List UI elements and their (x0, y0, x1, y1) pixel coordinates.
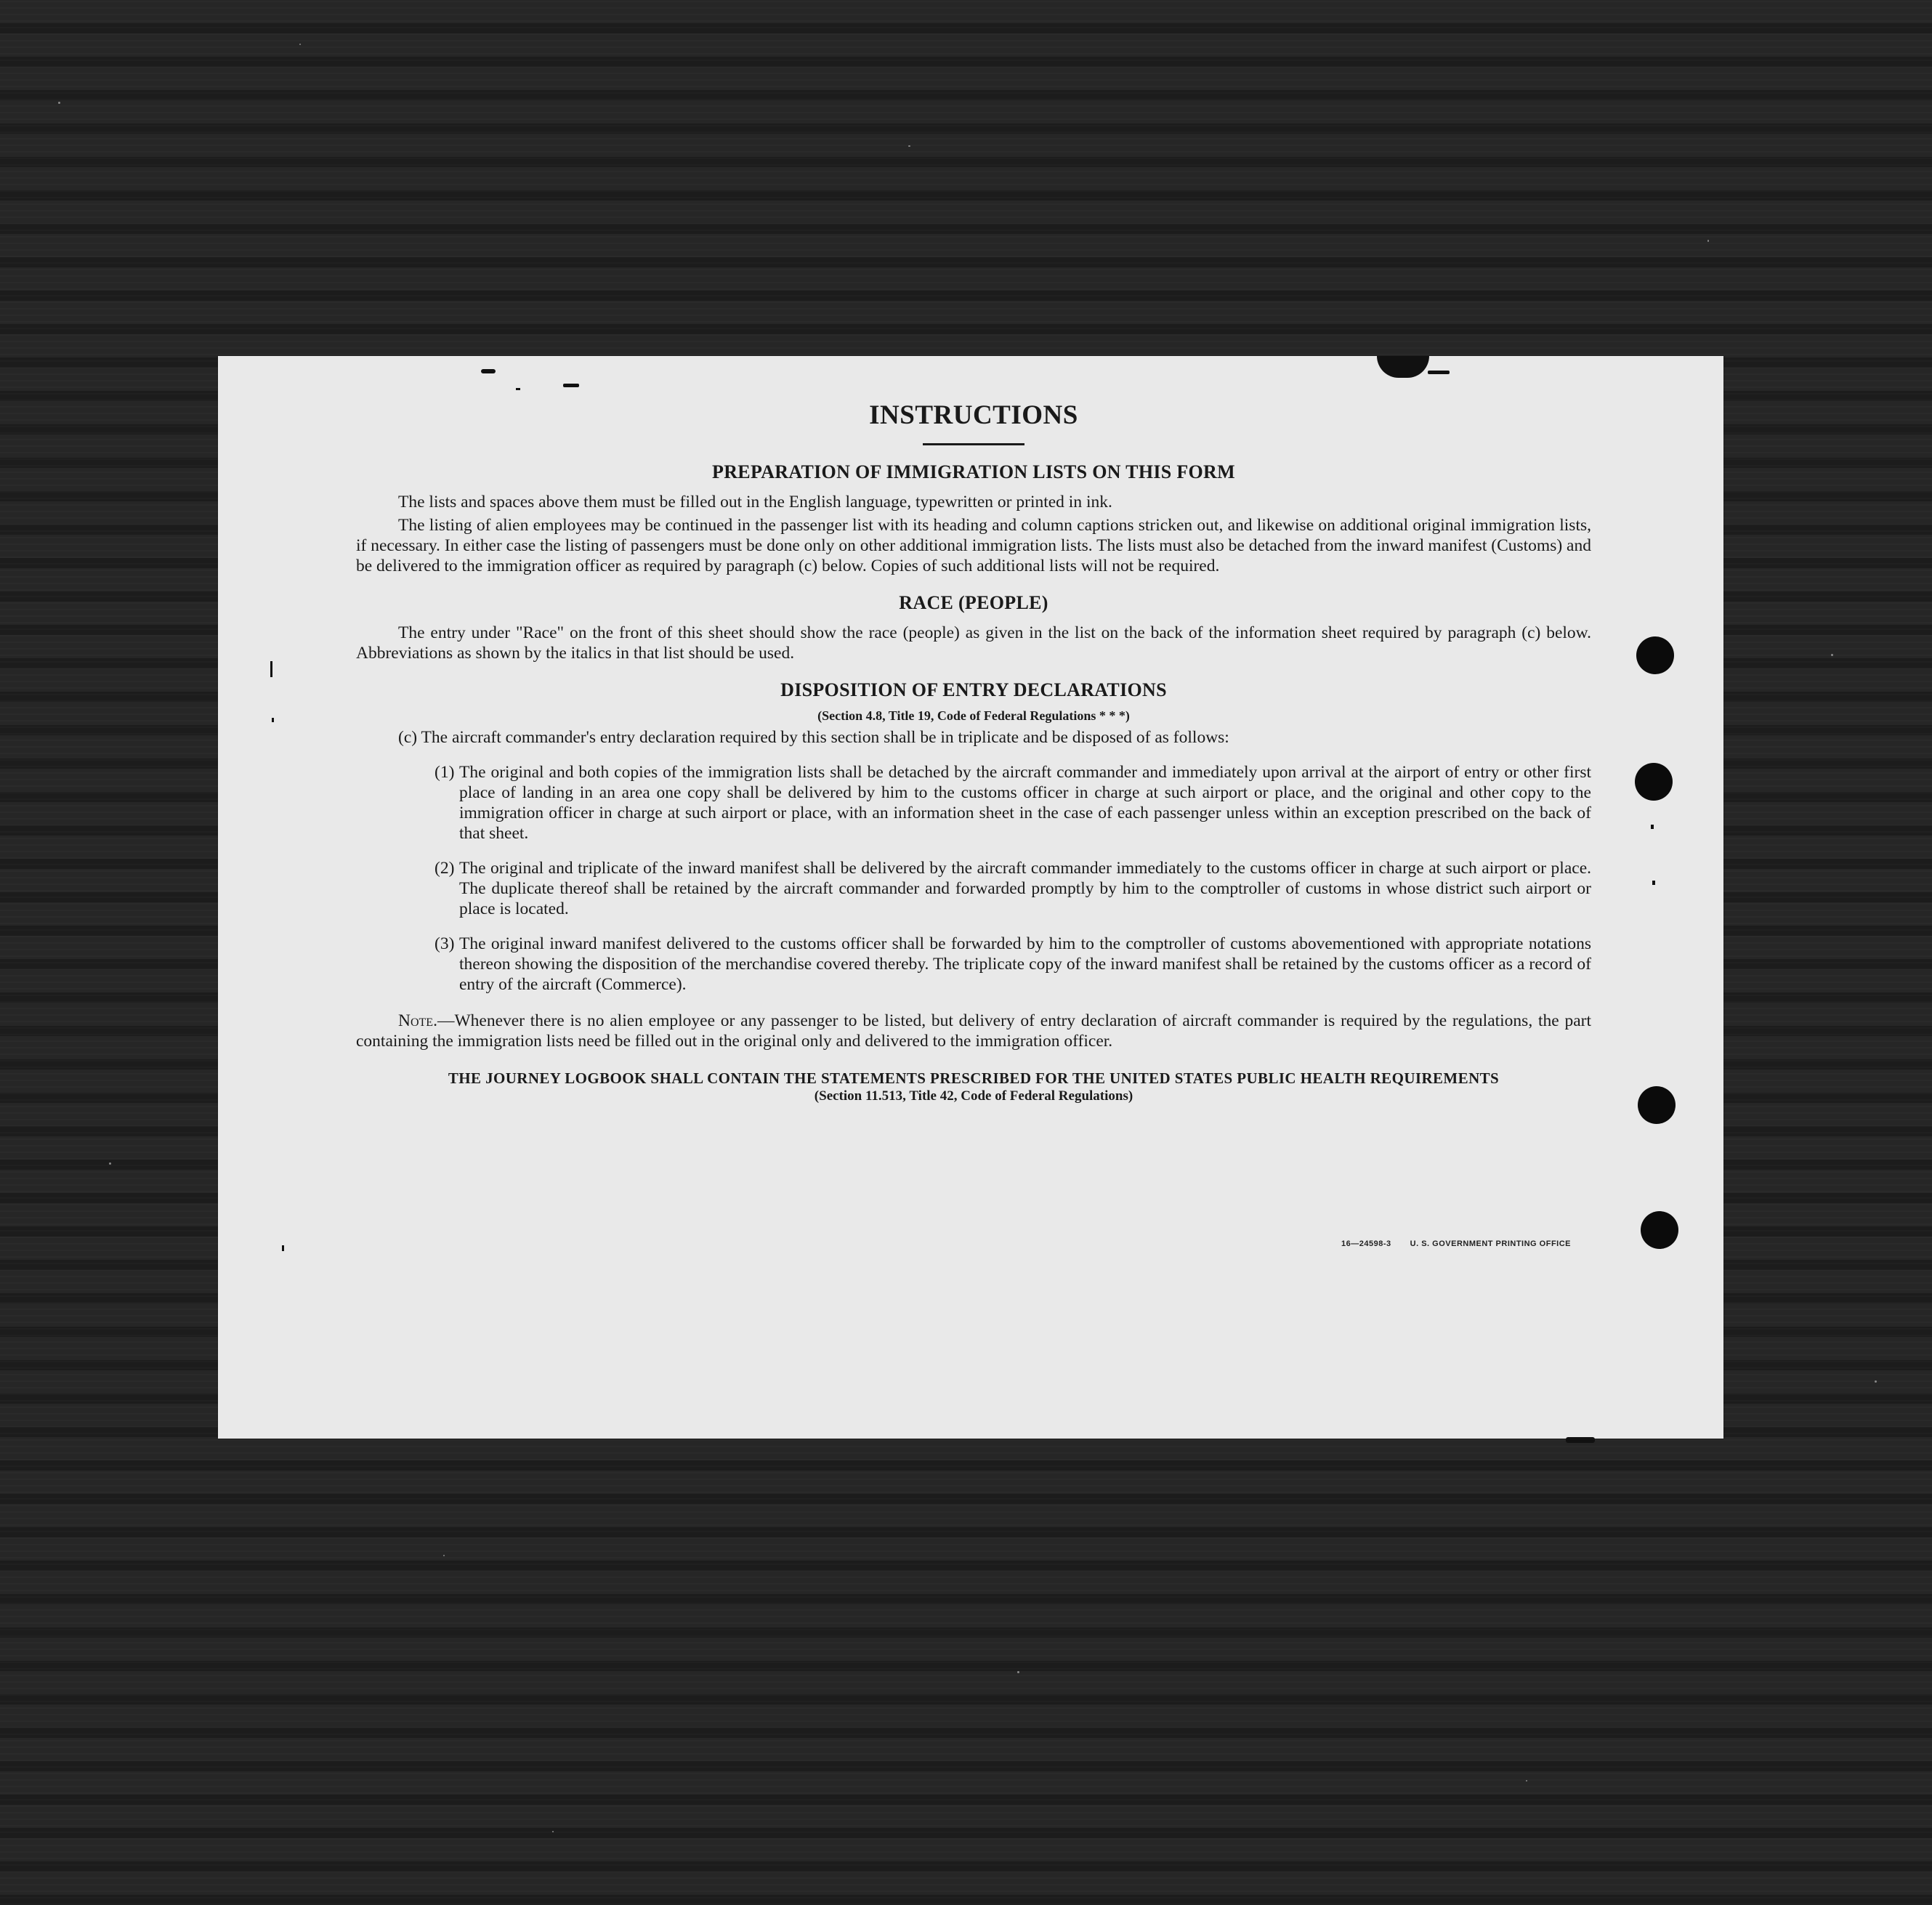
ink-mark (1566, 1437, 1595, 1443)
dust-speck (1831, 654, 1833, 656)
list-item (435, 858, 1591, 919)
item-text: The original and both copies of the immigration lists shall be detached by the aircraft commander and immediately upon arrival at the airport of entry or other first place of landing in an area one copy shall be delivered by him to the customs officer in charge at such airport or place, and the original and other copy to the immigration officer in charge at such airport or place, with an information sheet in the case of each passenger unless within an exception prescribed on the back of that sheet. (459, 763, 1591, 843)
dust-speck (1526, 1780, 1527, 1781)
section-heading-preparation: PREPARATION OF IMMIGRATION LISTS ON THIS FORM (712, 461, 1235, 482)
printer-imprint (1341, 1239, 1571, 1248)
list-item (435, 762, 1591, 844)
ink-mark (1652, 881, 1655, 885)
section-heading-race: RACE (PEOPLE) (899, 592, 1048, 613)
ink-mark (516, 388, 520, 390)
punch-hole (1638, 1086, 1676, 1124)
item-number: (1) (435, 763, 455, 782)
ink-mark (1651, 825, 1654, 829)
page-title: INSTRUCTIONS (869, 400, 1078, 430)
item-text: The original and triplicate of the inward manifest shall be delivered by the aircraft commander immediately to the customs officer in charge at such airport or place. The duplicate thereof shall be retained by the aircraft commander and forwarded promptly by him to the comptroller of customs in whose district such airport or place is located. (459, 859, 1591, 918)
note-text: —Whenever there is no alien employee or any passenger to be listed, but delivery of entry declaration of aircraft commander is required by the regulations, the part containing the immigration lists need be filled out in the original only and delivered to the immigration officer. (356, 1011, 1591, 1051)
punch-hole (1641, 1211, 1678, 1249)
paragraph-language: The lists and spaces above them must be filled out in the English language, typewritten or printed in ink. (398, 493, 1112, 511)
punch-hole (1635, 763, 1673, 801)
section-heading-disposition: DISPOSITION OF ENTRY DECLARATIONS (780, 679, 1167, 700)
printing-office: U. S. GOVERNMENT PRINTING OFFICE (1410, 1239, 1571, 1248)
document-sheet (218, 356, 1723, 1439)
ink-mark (1377, 356, 1429, 378)
dust-speck (443, 1555, 445, 1556)
ink-mark (272, 718, 274, 722)
ink-mark (270, 661, 272, 677)
dust-speck (299, 44, 301, 45)
dust-speck (109, 1162, 111, 1165)
ink-mark (1428, 371, 1450, 374)
item-text: The original inward manifest delivered to the customs officer shall be forwarded by him to the comptroller of customs abovementioned with appropriate notations thereon showing the disposition of the merchandise covered thereby. The triplicate copy of the inward manifest shall be retained by the customs officer as a record of entry of the aircraft (Commerce). (459, 934, 1591, 994)
dust-speck (58, 102, 60, 104)
dust-speck (1707, 240, 1709, 242)
ink-mark (563, 384, 579, 387)
paragraph-alien-employees: The listing of alien employees may be continued in the passenger list with its heading and column captions stricken out, and likewise on additional original immigration lists, if necessary. In either case the listing of passengers must be done only on other additional immigration lists. The lists must also be detached from the inward manifest (Customs) and be delivered to the immigration officer as required by paragraph (c) below. Copies of such additional lists will not be required. (356, 516, 1591, 575)
citation-title-19: (Section 4.8, Title 19, Code of Federal Regulations * * *) (817, 708, 1130, 723)
note-paragraph (356, 1011, 1591, 1051)
clause-text: The aircraft commander's entry declaration required by this section shall be in triplicate and be disposed of as follows: (421, 728, 1229, 747)
ink-mark (282, 1245, 284, 1251)
dust-speck (1017, 1671, 1019, 1673)
health-requirements-statement: THE JOURNEY LOGBOOK SHALL CONTAIN THE STATEMENTS PRESCRIBED FOR THE UNITED STATES PUBLIC HEALTH REQUIREMENTS (448, 1069, 1500, 1087)
punch-hole (1636, 636, 1674, 674)
list-item (435, 934, 1591, 995)
citation-title-42: (Section 11.513, Title 42, Code of Federal Regulations) (814, 1088, 1133, 1104)
ink-mark (481, 369, 496, 373)
note-label: Note. (398, 1011, 437, 1030)
instructions-body (356, 400, 1591, 1105)
dust-speck (1875, 1380, 1877, 1383)
title-underline (923, 443, 1024, 445)
item-number: (3) (435, 934, 455, 953)
dust-speck (908, 145, 910, 147)
paragraph-race: The entry under "Race" on the front of this sheet should show the race (people) as given in the list on the back of the information sheet required by paragraph (c) below. Abbreviations as shown by the italics in that list should be used. (356, 623, 1591, 663)
dust-speck (552, 1831, 554, 1832)
form-code: 16—24598-3 (1341, 1239, 1391, 1248)
item-number: (2) (435, 859, 455, 878)
clause-c (398, 727, 1591, 748)
clause-label: (c) (398, 728, 418, 747)
